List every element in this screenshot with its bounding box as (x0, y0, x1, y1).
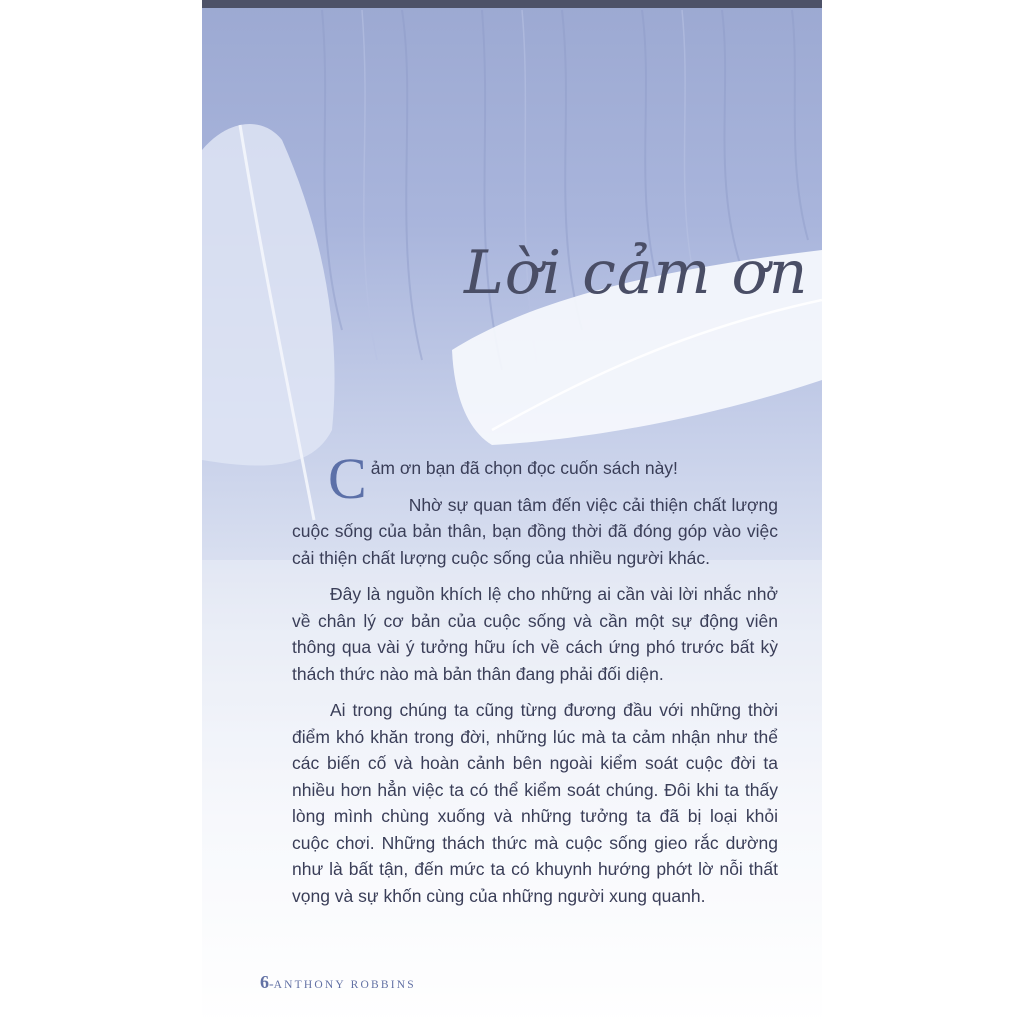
left-feather-shape (202, 124, 335, 466)
book-page (202, 0, 822, 1024)
paragraph-1-text: ảm ơn bạn đã chọn đọc cuốn sách này! (370, 458, 678, 478)
drop-cap: C (328, 446, 367, 511)
paragraph-3: Đây là nguồn khích lệ cho những ai cần vài lời nhắc nhở về chân lý cơ bản của cuộc sống và cần một sự động viên thông qua vài ý tưởng hữu ích về cách ứng phó trước bất kỳ thách thức nào mà bản thân đang phải đối diện. (292, 584, 778, 684)
body-text (292, 446, 778, 919)
paragraph-4: Ai trong chúng ta cũng từng đương đầu với những thời điểm khó khăn trong đời, những lúc mà ta cảm nhận như thể các biến cố và hoàn cảnh bên ngoài kiểm soát cuộc đời ta nhiều hơn hẳn việc ta có thể kiểm soát chúng. Đôi khi ta thấy lòng mình chùng xuống và những tưởng ta đã bị loại khỏi cuộc chơi. Những thách thức mà cuộc sống gieo rắc dường như là bất tận, đến mức ta có khuynh hướng phớt lờ nỗi thất vọng và sự khốn cùng của những người xung quanh. (292, 700, 778, 906)
page-title: Lời cảm ơn (464, 238, 809, 308)
page-number: 6 (260, 972, 269, 992)
page-footer (260, 972, 416, 993)
paragraph-2: Nhờ sự quan tâm đến việc cải thiện chất lượng cuộc sống của bản thân, bạn đồng thời đã đóng góp vào việc cải thiện chất lượng cuộc sống của nhiều người khác. (292, 494, 778, 568)
paragraph-1 (292, 446, 778, 511)
footer-separator: - (269, 977, 274, 992)
author-name: ANTHONY ROBBINS (273, 979, 416, 991)
